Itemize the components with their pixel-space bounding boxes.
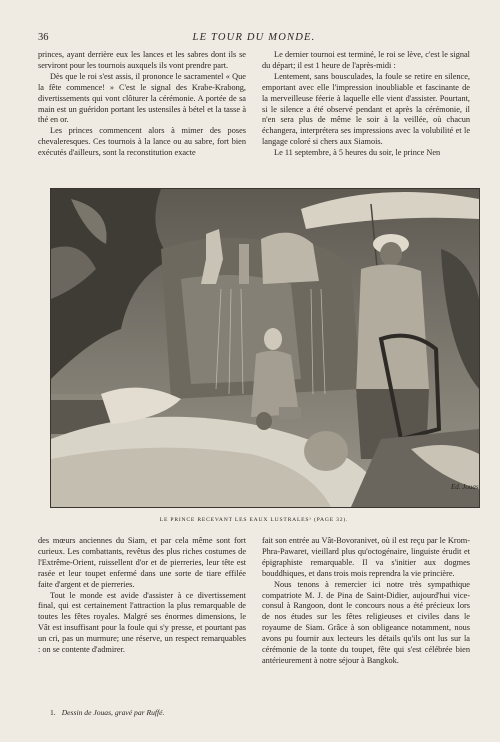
footnote-number: 1.	[50, 708, 56, 717]
paragraph: Nous tenons à remercier ici notre très sympathique compatriote M. J. de Pina de Saint-Didier, aujourd'hui vice-consul à Rangoon, dont le concours nous a été précieux lors de nos études sur les fêtes religieuses et civiles dans le royaume de Siam. Grâce à son obligeance notamment, nous avons pu fournir aux lecteurs les détails qu'ils ont lus sur la cérémonie de la tonte du toupet, fête qui s'est célébrée bien antérieurement à notre séjour à Bangkok.	[262, 579, 470, 665]
paragraph: Dès que le roi s'est assis, il prononce le sacramentel « Que la fête commence! » C'est le signal des Krabe-Krabong, divertissements qui vont clôturer la cérémonie. A portée de sa main est un guéridon portant les ustensiles à bétel et la tasse à thé en or.	[38, 71, 246, 125]
paragraph: Le dernier tournoi est terminé, le roi se lève, c'est le signal du départ; il est 1 heure de l'après-midi :	[262, 50, 470, 70]
paragraph: Le 11 septembre, à 5 heures du soir, le prince Nen	[274, 148, 441, 158]
paragraph: fait son entrée au Vât-Bovoranivet, où il est reçu par le Krom-Phra-Pawaret, vieillard plus qu'octogénaire, linguiste érudit et épigraphiste remarquable. Il va s'initier aux dogmes bouddhiques, et dans trois mois reprendra la vie princière.	[262, 536, 470, 578]
page-header	[38, 32, 470, 48]
footnote-text: Dessin de Jouas, gravé par Ruffé.	[61, 708, 165, 717]
paragraph: princes, ayant derrière eux les lances et les sabres dont ils se serviront pour les tournois auxquels ils vont prendre part.	[38, 50, 246, 70]
engraving-illustration	[50, 188, 480, 508]
engraving-drawing	[51, 189, 479, 507]
bottom-right-column	[262, 536, 470, 667]
page-number: 36	[38, 32, 49, 43]
figure-caption: LE PRINCE RECEVANT LES EAUX LUSTRALES¹ (PAGE 32).	[159, 517, 349, 523]
bottom-left-column	[38, 536, 246, 656]
paragraph: Tout le monde est avide d'assister à ce divertissement final, qui est certainement l'attraction la plus remarquable de toutes les fêtes royales. Malgré ses énormes dimensions, le Vât est insuffisant pour la foule qui s'y presse, et pourtant pas un cri, pas un murmure; une réserve, un respect remarquables : on se contente d'admirer.	[38, 590, 246, 655]
paragraph: des mœurs anciennes du Siam, et par cela même sont fort curieux. Les combattants, revêtus des plus riches costumes de l'Extrême-Orient, ruissellent d'or et de pierreries, leur tête est rasée et leur toupet enfermé dans une sorte de tiare effilée faite d'argent et de pierreries.	[38, 536, 246, 589]
footnote	[50, 708, 246, 717]
engraver-signature: Ed. Jouas	[451, 483, 479, 491]
paragraph: Les princes commencent alors à mimer des poses chevaleresques. Ces tournois à la lance ou au sabre, fort bien exécutés d'ailleurs, sont la reconstitution exacte	[38, 126, 246, 158]
top-left-column	[38, 50, 246, 159]
top-right-column	[262, 50, 470, 159]
running-title: LE TOUR DU MONDE.	[192, 32, 316, 43]
paragraph: Lentement, sans bousculades, la foule se retire en silence, emportant avec elle l'impression inoubliable et fascinante de la merveilleuse féerie à laquelle elle vient d'assister. Pourtant, si le silence a été observé pendant et après la cérémonie, il n'en sera plus de même le soir à la veillée, où chacun échangera, interprétera ses impressions avec la volubilité et le langage coloré si chers aux Siamois.	[262, 71, 470, 147]
